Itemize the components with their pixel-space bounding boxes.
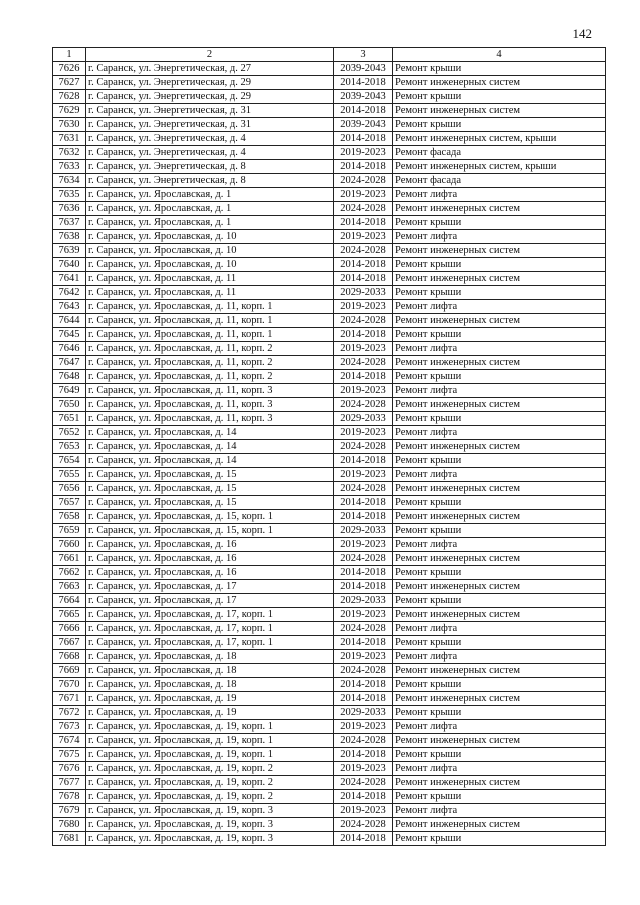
period-cell: 2019-2023 (334, 300, 393, 314)
row-number-cell: 7661 (53, 552, 86, 566)
row-number-cell: 7674 (53, 734, 86, 748)
period-cell: 2014-2018 (334, 692, 393, 706)
period-cell: 2024-2028 (334, 356, 393, 370)
table-row (53, 552, 606, 566)
address-cell: г. Саранск, ул. Ярославская, д. 11, корп. 3 (86, 398, 334, 412)
work-type-cell: Ремонт крыши (393, 636, 606, 650)
work-type-cell: Ремонт лифта (393, 720, 606, 734)
work-type-cell: Ремонт крыши (393, 216, 606, 230)
period-cell: 2014-2018 (334, 566, 393, 580)
row-number-cell: 7663 (53, 580, 86, 594)
period-cell: 2019-2023 (334, 426, 393, 440)
row-number-cell: 7644 (53, 314, 86, 328)
table-row (53, 202, 606, 216)
address-cell: г. Саранск, ул. Ярославская, д. 14 (86, 454, 334, 468)
row-number-cell: 7645 (53, 328, 86, 342)
period-cell: 2029-2033 (334, 286, 393, 300)
address-cell: г. Саранск, ул. Энергетическая, д. 31 (86, 104, 334, 118)
row-number-cell: 7638 (53, 230, 86, 244)
address-cell: г. Саранск, ул. Энергетическая, д. 4 (86, 132, 334, 146)
table-row (53, 762, 606, 776)
table-row (53, 286, 606, 300)
table-row (53, 538, 606, 552)
table-row (53, 90, 606, 104)
period-cell: 2014-2018 (334, 454, 393, 468)
address-cell: г. Саранск, ул. Ярославская, д. 10 (86, 230, 334, 244)
work-type-cell: Ремонт лифта (393, 538, 606, 552)
table-row (53, 720, 606, 734)
period-cell: 2024-2028 (334, 622, 393, 636)
work-type-cell: Ремонт крыши (393, 286, 606, 300)
row-number-cell: 7680 (53, 818, 86, 832)
period-cell: 2014-2018 (334, 76, 393, 90)
register-body (53, 62, 606, 846)
table-row (53, 398, 606, 412)
period-cell: 2024-2028 (334, 482, 393, 496)
row-number-cell: 7647 (53, 356, 86, 370)
work-type-cell: Ремонт инженерных систем (393, 76, 606, 90)
table-row (53, 230, 606, 244)
work-type-cell: Ремонт крыши (393, 258, 606, 272)
table-row (53, 636, 606, 650)
table-row (53, 258, 606, 272)
period-cell: 2024-2028 (334, 244, 393, 258)
table-row (53, 216, 606, 230)
row-number-cell: 7671 (53, 692, 86, 706)
address-cell: г. Саранск, ул. Ярославская, д. 19, корп. 1 (86, 734, 334, 748)
address-cell: г. Саранск, ул. Ярославская, д. 16 (86, 552, 334, 566)
table-row (53, 62, 606, 76)
row-number-cell: 7655 (53, 468, 86, 482)
work-type-cell: Ремонт лифта (393, 342, 606, 356)
table-row (53, 622, 606, 636)
work-type-cell: Ремонт лифта (393, 230, 606, 244)
address-cell: г. Саранск, ул. Ярославская, д. 15, корп. 1 (86, 524, 334, 538)
period-cell: 2024-2028 (334, 664, 393, 678)
table-row (53, 272, 606, 286)
row-number-cell: 7626 (53, 62, 86, 76)
row-number-cell: 7677 (53, 776, 86, 790)
work-type-cell: Ремонт лифта (393, 804, 606, 818)
period-cell: 2014-2018 (334, 510, 393, 524)
table-row (53, 104, 606, 118)
work-type-cell: Ремонт лифта (393, 426, 606, 440)
table-row (53, 804, 606, 818)
table-row (53, 580, 606, 594)
work-type-cell: Ремонт крыши (393, 62, 606, 76)
row-number-cell: 7660 (53, 538, 86, 552)
address-cell: г. Саранск, ул. Энергетическая, д. 8 (86, 160, 334, 174)
work-type-cell: Ремонт инженерных систем (393, 356, 606, 370)
row-number-cell: 7673 (53, 720, 86, 734)
address-cell: г. Саранск, ул. Ярославская, д. 1 (86, 202, 334, 216)
row-number-cell: 7664 (53, 594, 86, 608)
header-col-4: 4 (393, 48, 606, 62)
address-cell: г. Саранск, ул. Ярославская, д. 19, корп. 1 (86, 720, 334, 734)
period-cell: 2039-2043 (334, 62, 393, 76)
row-number-cell: 7639 (53, 244, 86, 258)
header-col-2: 2 (86, 48, 334, 62)
row-number-cell: 7662 (53, 566, 86, 580)
period-cell: 2019-2023 (334, 538, 393, 552)
row-number-cell: 7651 (53, 412, 86, 426)
work-type-cell: Ремонт крыши (393, 706, 606, 720)
period-cell: 2019-2023 (334, 720, 393, 734)
period-cell: 2029-2033 (334, 706, 393, 720)
row-number-cell: 7642 (53, 286, 86, 300)
table-row (53, 468, 606, 482)
work-type-cell: Ремонт крыши (393, 328, 606, 342)
period-cell: 2024-2028 (334, 314, 393, 328)
period-cell: 2014-2018 (334, 104, 393, 118)
address-cell: г. Саранск, ул. Ярославская, д. 10 (86, 244, 334, 258)
row-number-cell: 7636 (53, 202, 86, 216)
period-cell: 2014-2018 (334, 636, 393, 650)
address-cell: г. Саранск, ул. Ярославская, д. 11, корп. 2 (86, 370, 334, 384)
period-cell: 2024-2028 (334, 398, 393, 412)
period-cell: 2019-2023 (334, 650, 393, 664)
work-type-cell: Ремонт крыши (393, 412, 606, 426)
row-number-cell: 7681 (53, 832, 86, 846)
work-type-cell: Ремонт лифта (393, 468, 606, 482)
address-cell: г. Саранск, ул. Ярославская, д. 16 (86, 566, 334, 580)
table-row (53, 608, 606, 622)
period-cell: 2039-2043 (334, 90, 393, 104)
work-type-cell: Ремонт лифта (393, 650, 606, 664)
work-type-cell: Ремонт крыши (393, 594, 606, 608)
address-cell: г. Саранск, ул. Энергетическая, д. 29 (86, 76, 334, 90)
period-cell: 2019-2023 (334, 188, 393, 202)
address-cell: г. Саранск, ул. Ярославская, д. 15, корп. 1 (86, 510, 334, 524)
table-row (53, 328, 606, 342)
table-row (53, 524, 606, 538)
row-number-cell: 7629 (53, 104, 86, 118)
period-cell: 2019-2023 (334, 762, 393, 776)
address-cell: г. Саранск, ул. Ярославская, д. 16 (86, 538, 334, 552)
header-col-3: 3 (334, 48, 393, 62)
table-row (53, 244, 606, 258)
period-cell: 2019-2023 (334, 146, 393, 160)
period-cell: 2019-2023 (334, 608, 393, 622)
row-number-cell: 7643 (53, 300, 86, 314)
period-cell: 2014-2018 (334, 678, 393, 692)
table-row (53, 426, 606, 440)
work-type-cell: Ремонт лифта (393, 622, 606, 636)
address-cell: г. Саранск, ул. Ярославская, д. 11 (86, 286, 334, 300)
work-type-cell: Ремонт инженерных систем (393, 272, 606, 286)
table-row (53, 594, 606, 608)
table-row (53, 790, 606, 804)
row-number-cell: 7679 (53, 804, 86, 818)
address-cell: г. Саранск, ул. Ярославская, д. 15 (86, 482, 334, 496)
period-cell: 2019-2023 (334, 230, 393, 244)
work-type-cell: Ремонт крыши (393, 748, 606, 762)
period-cell: 2014-2018 (334, 748, 393, 762)
address-cell: г. Саранск, ул. Энергетическая, д. 29 (86, 90, 334, 104)
table-row (53, 664, 606, 678)
header-col-1: 1 (53, 48, 86, 62)
work-type-cell: Ремонт инженерных систем (393, 440, 606, 454)
repair-register-table (52, 47, 606, 846)
table-row (53, 734, 606, 748)
address-cell: г. Саранск, ул. Ярославская, д. 19, корп. 2 (86, 762, 334, 776)
address-cell: г. Саранск, ул. Ярославская, д. 14 (86, 426, 334, 440)
row-number-cell: 7653 (53, 440, 86, 454)
work-type-cell: Ремонт инженерных систем (393, 818, 606, 832)
work-type-cell: Ремонт инженерных систем (393, 482, 606, 496)
row-number-cell: 7670 (53, 678, 86, 692)
table-row (53, 384, 606, 398)
row-number-cell: 7634 (53, 174, 86, 188)
row-number-cell: 7631 (53, 132, 86, 146)
row-number-cell: 7628 (53, 90, 86, 104)
period-cell: 2024-2028 (334, 818, 393, 832)
address-cell: г. Саранск, ул. Ярославская, д. 17, корп. 1 (86, 608, 334, 622)
period-cell: 2024-2028 (334, 440, 393, 454)
period-cell: 2019-2023 (334, 804, 393, 818)
address-cell: г. Саранск, ул. Ярославская, д. 11, корп. 1 (86, 314, 334, 328)
address-cell: г. Саранск, ул. Энергетическая, д. 8 (86, 174, 334, 188)
work-type-cell: Ремонт крыши (393, 454, 606, 468)
address-cell: г. Саранск, ул. Ярославская, д. 15 (86, 496, 334, 510)
period-cell: 2014-2018 (334, 160, 393, 174)
work-type-cell: Ремонт лифта (393, 762, 606, 776)
row-number-cell: 7675 (53, 748, 86, 762)
row-number-cell: 7630 (53, 118, 86, 132)
work-type-cell: Ремонт крыши (393, 524, 606, 538)
work-type-cell: Ремонт инженерных систем (393, 552, 606, 566)
address-cell: г. Саранск, ул. Ярославская, д. 17, корп. 1 (86, 636, 334, 650)
row-number-cell: 7658 (53, 510, 86, 524)
work-type-cell: Ремонт крыши (393, 790, 606, 804)
period-cell: 2014-2018 (334, 216, 393, 230)
row-number-cell: 7654 (53, 454, 86, 468)
table-row (53, 454, 606, 468)
work-type-cell: Ремонт крыши (393, 118, 606, 132)
period-cell: 2024-2028 (334, 174, 393, 188)
table-row (53, 706, 606, 720)
work-type-cell: Ремонт инженерных систем (393, 776, 606, 790)
work-type-cell: Ремонт инженерных систем (393, 202, 606, 216)
address-cell: г. Саранск, ул. Ярославская, д. 10 (86, 258, 334, 272)
address-cell: г. Саранск, ул. Ярославская, д. 11, корп. 3 (86, 412, 334, 426)
row-number-cell: 7635 (53, 188, 86, 202)
address-cell: г. Саранск, ул. Ярославская, д. 11, корп. 2 (86, 342, 334, 356)
table-row (53, 160, 606, 174)
table-row (53, 300, 606, 314)
period-cell: 2014-2018 (334, 832, 393, 846)
period-cell: 2024-2028 (334, 552, 393, 566)
work-type-cell: Ремонт инженерных систем (393, 734, 606, 748)
address-cell: г. Саранск, ул. Ярославская, д. 14 (86, 440, 334, 454)
table-row (53, 678, 606, 692)
row-number-cell: 7641 (53, 272, 86, 286)
table-row (53, 776, 606, 790)
period-cell: 2014-2018 (334, 580, 393, 594)
period-cell: 2019-2023 (334, 342, 393, 356)
table-row (53, 356, 606, 370)
work-type-cell: Ремонт инженерных систем (393, 510, 606, 524)
work-type-cell: Ремонт инженерных систем (393, 104, 606, 118)
row-number-cell: 7668 (53, 650, 86, 664)
period-cell: 2029-2033 (334, 594, 393, 608)
table-row (53, 146, 606, 160)
address-cell: г. Саранск, ул. Ярославская, д. 15 (86, 468, 334, 482)
row-number-cell: 7640 (53, 258, 86, 272)
work-type-cell: Ремонт инженерных систем (393, 664, 606, 678)
address-cell: г. Саранск, ул. Ярославская, д. 19, корп. 2 (86, 790, 334, 804)
row-number-cell: 7633 (53, 160, 86, 174)
address-cell: г. Саранск, ул. Ярославская, д. 19 (86, 706, 334, 720)
work-type-cell: Ремонт инженерных систем (393, 608, 606, 622)
period-cell: 2019-2023 (334, 468, 393, 482)
column-number-header-row (53, 48, 606, 62)
period-cell: 2014-2018 (334, 496, 393, 510)
work-type-cell: Ремонт крыши (393, 370, 606, 384)
table-row (53, 76, 606, 90)
address-cell: г. Саранск, ул. Ярославская, д. 19, корп. 2 (86, 776, 334, 790)
row-number-cell: 7652 (53, 426, 86, 440)
period-cell: 2029-2033 (334, 412, 393, 426)
row-number-cell: 7672 (53, 706, 86, 720)
row-number-cell: 7656 (53, 482, 86, 496)
table-row (53, 440, 606, 454)
address-cell: г. Саранск, ул. Ярославская, д. 19, корп. 3 (86, 818, 334, 832)
work-type-cell: Ремонт фасада (393, 146, 606, 160)
period-cell: 2019-2023 (334, 384, 393, 398)
address-cell: г. Саранск, ул. Энергетическая, д. 27 (86, 62, 334, 76)
period-cell: 2014-2018 (334, 258, 393, 272)
work-type-cell: Ремонт крыши (393, 678, 606, 692)
address-cell: г. Саранск, ул. Ярославская, д. 1 (86, 188, 334, 202)
address-cell: г. Саранск, ул. Ярославская, д. 18 (86, 678, 334, 692)
table-row (53, 188, 606, 202)
period-cell: 2039-2043 (334, 118, 393, 132)
table-row (53, 314, 606, 328)
row-number-cell: 7637 (53, 216, 86, 230)
row-number-cell: 7648 (53, 370, 86, 384)
work-type-cell: Ремонт инженерных систем (393, 692, 606, 706)
address-cell: г. Саранск, ул. Энергетическая, д. 4 (86, 146, 334, 160)
row-number-cell: 7676 (53, 762, 86, 776)
work-type-cell: Ремонт крыши (393, 90, 606, 104)
table-row (53, 496, 606, 510)
row-number-cell: 7678 (53, 790, 86, 804)
table-row (53, 748, 606, 762)
period-cell: 2024-2028 (334, 202, 393, 216)
address-cell: г. Саранск, ул. Энергетическая, д. 31 (86, 118, 334, 132)
period-cell: 2014-2018 (334, 272, 393, 286)
row-number-cell: 7666 (53, 622, 86, 636)
work-type-cell: Ремонт инженерных систем, крыши (393, 160, 606, 174)
period-cell: 2014-2018 (334, 370, 393, 384)
row-number-cell: 7665 (53, 608, 86, 622)
work-type-cell: Ремонт инженерных систем (393, 398, 606, 412)
table-row (53, 370, 606, 384)
table-row (53, 832, 606, 846)
address-cell: г. Саранск, ул. Ярославская, д. 11, корп. 1 (86, 300, 334, 314)
table-row (53, 692, 606, 706)
work-type-cell: Ремонт лифта (393, 300, 606, 314)
address-cell: г. Саранск, ул. Ярославская, д. 11, корп. 2 (86, 356, 334, 370)
address-cell: г. Саранск, ул. Ярославская, д. 11, корп. 1 (86, 328, 334, 342)
page-number: 142 (572, 26, 592, 41)
table-row (53, 818, 606, 832)
row-number-cell: 7667 (53, 636, 86, 650)
work-type-cell: Ремонт лифта (393, 384, 606, 398)
table-row (53, 510, 606, 524)
work-type-cell: Ремонт крыши (393, 566, 606, 580)
period-cell: 2024-2028 (334, 734, 393, 748)
row-number-cell: 7649 (53, 384, 86, 398)
table-row (53, 132, 606, 146)
address-cell: г. Саранск, ул. Ярославская, д. 1 (86, 216, 334, 230)
period-cell: 2014-2018 (334, 328, 393, 342)
period-cell: 2014-2018 (334, 132, 393, 146)
table-row (53, 650, 606, 664)
work-type-cell: Ремонт инженерных систем (393, 314, 606, 328)
table-row (53, 566, 606, 580)
address-cell: г. Саранск, ул. Ярославская, д. 19 (86, 692, 334, 706)
address-cell: г. Саранск, ул. Ярославская, д. 17 (86, 594, 334, 608)
row-number-cell: 7646 (53, 342, 86, 356)
address-cell: г. Саранск, ул. Ярославская, д. 17, корп. 1 (86, 622, 334, 636)
table-row (53, 412, 606, 426)
address-cell: г. Саранск, ул. Ярославская, д. 17 (86, 580, 334, 594)
row-number-cell: 7659 (53, 524, 86, 538)
work-type-cell: Ремонт крыши (393, 832, 606, 846)
period-cell: 2024-2028 (334, 776, 393, 790)
work-type-cell: Ремонт инженерных систем (393, 244, 606, 258)
row-number-cell: 7657 (53, 496, 86, 510)
row-number-cell: 7632 (53, 146, 86, 160)
work-type-cell: Ремонт инженерных систем (393, 580, 606, 594)
table-row (53, 174, 606, 188)
work-type-cell: Ремонт инженерных систем, крыши (393, 132, 606, 146)
row-number-cell: 7669 (53, 664, 86, 678)
address-cell: г. Саранск, ул. Ярославская, д. 19, корп. 3 (86, 832, 334, 846)
work-type-cell: Ремонт крыши (393, 496, 606, 510)
work-type-cell: Ремонт фасада (393, 174, 606, 188)
address-cell: г. Саранск, ул. Ярославская, д. 18 (86, 664, 334, 678)
period-cell: 2014-2018 (334, 790, 393, 804)
table-row (53, 482, 606, 496)
row-number-cell: 7650 (53, 398, 86, 412)
address-cell: г. Саранск, ул. Ярославская, д. 19, корп. 1 (86, 748, 334, 762)
row-number-cell: 7627 (53, 76, 86, 90)
address-cell: г. Саранск, ул. Ярославская, д. 18 (86, 650, 334, 664)
table-row (53, 342, 606, 356)
table-row (53, 118, 606, 132)
address-cell: г. Саранск, ул. Ярославская, д. 19, корп. 3 (86, 804, 334, 818)
address-cell: г. Саранск, ул. Ярославская, д. 11, корп. 3 (86, 384, 334, 398)
address-cell: г. Саранск, ул. Ярославская, д. 11 (86, 272, 334, 286)
period-cell: 2029-2033 (334, 524, 393, 538)
work-type-cell: Ремонт лифта (393, 188, 606, 202)
